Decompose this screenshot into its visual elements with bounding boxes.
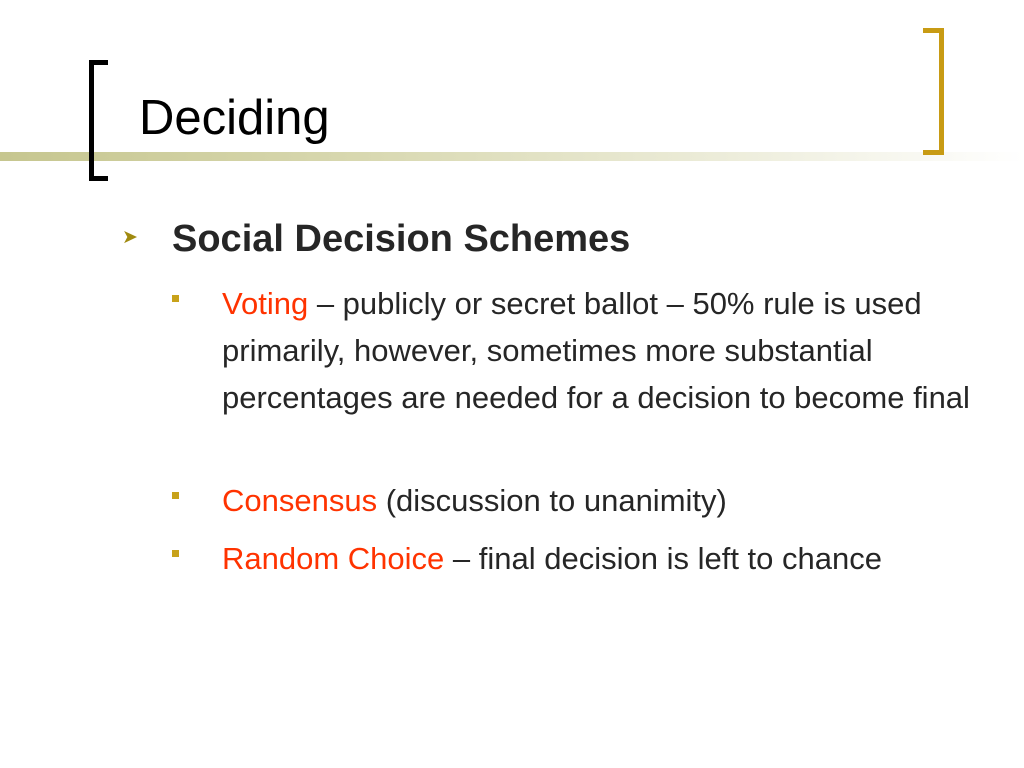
- slide-title: Deciding: [139, 91, 330, 145]
- list-item-text: [222, 477, 1002, 524]
- list-item-text: [222, 280, 1002, 421]
- section-heading: Social Decision Schemes: [172, 218, 631, 260]
- term-random-choice: Random Choice: [222, 541, 445, 576]
- description-consensus: (discussion to unanimity): [377, 483, 727, 518]
- description-random-choice: – final decision is left to chance: [444, 541, 882, 576]
- square-bullet-icon: [172, 492, 179, 499]
- list-item-text: [222, 535, 1002, 582]
- square-bullet-icon: [172, 550, 179, 557]
- square-bullet-icon: [172, 295, 179, 302]
- term-consensus: Consensus: [222, 483, 378, 518]
- description-voting: – publicly or secret ballot – 50% rule is used primarily, however, sometimes more substantial percentages are needed for a decision to become final: [222, 286, 970, 415]
- term-voting: Voting: [222, 286, 309, 321]
- arrow-bullet-icon: ➤: [122, 227, 138, 248]
